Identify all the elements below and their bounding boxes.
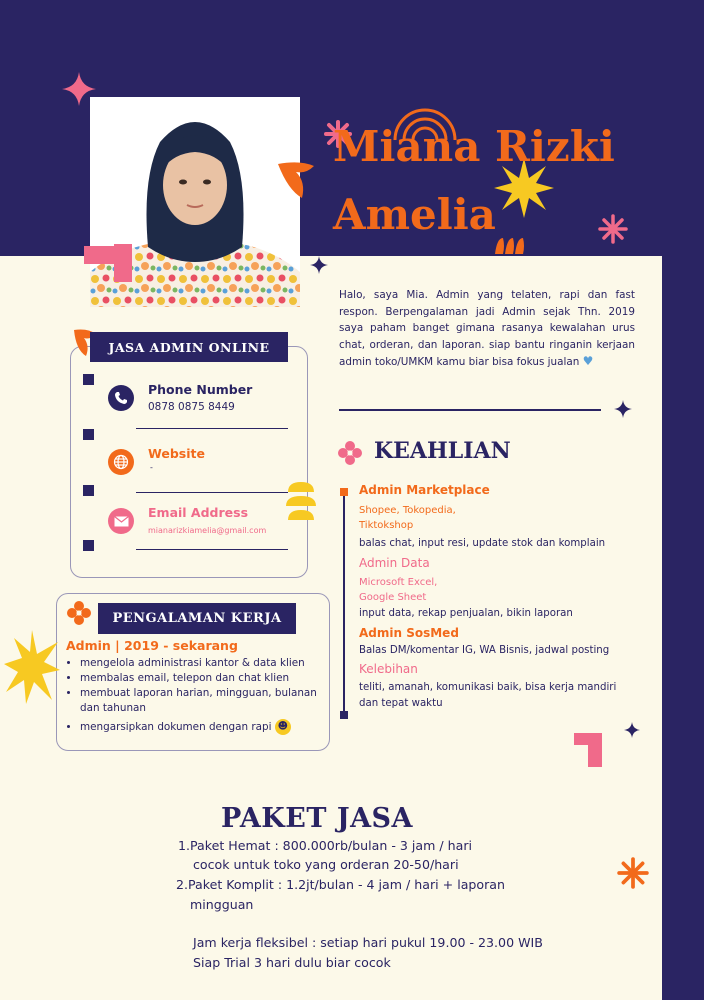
leaf-shape-icon [276,160,318,202]
intro-divider [339,409,601,411]
experience-item [80,719,328,735]
intro-paragraph: Halo, saya Mia. Admin yang telaten, rapi dan fast respon. Berpengalaman jadi Admin sejak Thn. 2019 saya paham banget gimana rasanya kewalahan urus chat, orderan, dan laporan. siap bantu ringanin kerjaan admin toko/UMKM kamu biar bisa fokus jualan [339,289,635,369]
package-line: mingguan [190,897,254,912]
phone-label: Phone Number [148,382,253,397]
wave-shape-icon [493,236,527,256]
intro-text [339,287,635,371]
sparkle-icon [614,400,632,418]
experience-item: • membuat laporan harian, mingguan, bulanan dan tahunan [80,686,328,716]
skill-desc: teliti, amanah, komunikasi baik, bisa kerja mandiri [359,682,617,693]
sparkle-icon [310,256,328,274]
sparkle-icon [62,72,96,106]
experience-item: • mengelola administrasi kantor & data klien [80,656,328,671]
skill-heading: Admin SosMed [359,626,459,640]
package-note: Siap Trial 3 hari dulu biar cocok [193,955,391,970]
skills-list [359,483,649,712]
bullet-square [83,429,94,440]
packages-title: PAKET JASA [221,803,413,834]
sparkle-icon [624,722,640,738]
contact-title: JASA ADMIN ONLINE [90,332,288,362]
bullet-square [83,540,94,551]
experience-role: Admin | 2019 - sekarang [66,638,238,653]
asterisk-icon [598,214,628,244]
package-line: 2.Paket Komplit : 1.2jt/bulan - 4 jam / hari + laporan [176,877,505,892]
skills-title: KEAHLIAN [374,438,511,464]
wave-shape-icon [284,480,318,526]
skill-desc: input data, rekap penjualan, bikin laporan [359,608,573,619]
skill-desc: dan tepat waktu [359,698,443,709]
package-line: cocok untuk toko yang orderan 20-50/hari [193,857,459,872]
skill-desc: balas chat, input resi, update stok dan komplain [359,538,606,549]
flower-icon [67,601,91,625]
skill-sub: Microsoft Excel, [359,577,438,588]
divider [136,428,288,429]
skill-sub: Tiktokshop [359,520,414,531]
pink-corner-shape [84,244,134,284]
skill-heading: Admin Data [359,556,430,570]
phone-value: 0878 0875 8449 [148,401,235,413]
pink-corner-shape [574,733,604,769]
package-line: 1.Paket Hemat : 800.000rb/bulan - 3 jam / hari [178,838,473,853]
divider [136,492,288,493]
asterisk-icon [617,857,649,889]
heart-icon: ♥ [582,354,594,369]
skill-sub: Google Sheet [359,592,427,603]
experience-list [66,656,328,735]
name-first-line: Miana Rizki [333,122,615,171]
smile-emoji-icon: ☻ [275,719,291,735]
divider [136,549,288,550]
email-value: mianarizkiamelia@gmail.com [148,526,267,535]
email-label: Email Address [148,505,249,520]
mail-icon [108,508,134,534]
skill-heading: Kelebihan [359,662,418,676]
skill-heading: Admin Marketplace [359,483,490,497]
skill-desc: Balas DM/komentar IG, WA Bisnis, jadwal posting [359,645,610,656]
name-last-line: Amelia [333,190,496,239]
experience-item-text: mengarsipkan dokumen dengan rapi [80,721,272,733]
experience-title: PENGALAMAN KERJA [98,603,296,634]
globe-icon [108,449,134,475]
sunburst-icon [4,630,60,704]
bullet-square [83,374,94,385]
contact-card [70,346,308,578]
experience-item: • membalas email, telepon dan chat klien [80,671,328,686]
bullet-square [83,485,94,496]
website-value: - [150,463,153,472]
phone-icon [108,385,134,411]
flower-icon [338,441,362,465]
timeline-start-dot [340,488,348,496]
skill-sub: Shopee, Tokopedia, [359,505,456,516]
website-label: Website [148,446,205,461]
timeline-end-dot [340,711,348,719]
package-note: Jam kerja fleksibel : setiap hari pukul 19.00 - 23.00 WIB [193,935,543,950]
skills-timeline [343,491,345,713]
